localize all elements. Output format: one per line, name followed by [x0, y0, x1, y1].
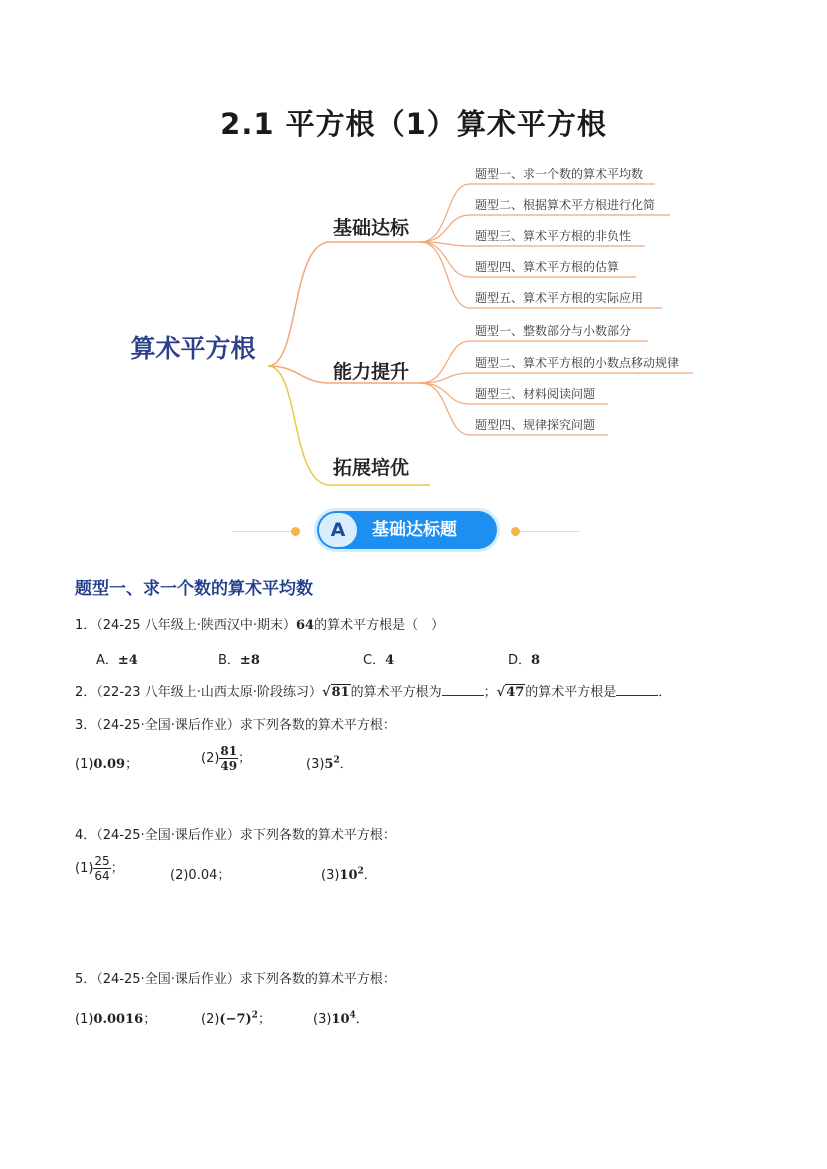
numerator: 25 — [94, 854, 110, 868]
mindmap-connectors — [0, 0, 827, 500]
banner-divider-left — [232, 531, 292, 532]
q4-part-3 — [321, 864, 377, 883]
math-exponent: 2 — [251, 1010, 258, 1021]
option-value: 8 — [531, 653, 541, 668]
mindmap-leaf: 题型一、整数部分与小数部分 — [475, 324, 632, 338]
separator: ； — [483, 685, 497, 700]
option-d[interactable] — [508, 649, 540, 668]
part-label: (1) — [75, 1012, 94, 1027]
answer-blank[interactable] — [616, 683, 658, 696]
part-label: (2) — [170, 868, 189, 883]
mindmap-leaf: 题型四、规律探究问题 — [475, 418, 596, 432]
part-label: (3) — [313, 1012, 332, 1027]
mindmap-root: 算术平方根 — [130, 334, 256, 363]
mindmap-branch-ability: 能力提升 — [333, 361, 410, 383]
denominator: 64 — [94, 869, 110, 883]
fraction — [93, 854, 110, 883]
part-label: (2) — [201, 1012, 220, 1027]
math-value: 64 — [295, 618, 315, 633]
option-c[interactable] — [363, 649, 394, 668]
part-label: (3) — [321, 868, 340, 883]
q5-part-2 — [201, 1008, 271, 1027]
q3-part-3 — [306, 753, 353, 772]
q4-part-1 — [75, 854, 124, 883]
page-title: 2.1 平方根（1）算术平方根 — [220, 107, 607, 141]
question-number: 5． — [75, 972, 97, 987]
question-text: 的算术平方根是 — [525, 685, 617, 700]
punctuation: ． — [355, 1012, 369, 1027]
mindmap-leaf: 题型五、算术平方根的实际应用 — [475, 291, 644, 305]
punctuation: ； — [257, 1012, 271, 1027]
question-source: （24-25 八年级上·陕西汉中·期末） — [96, 618, 296, 633]
mindmap-leaf: 题型二、算术平方根的小数点移动规律 — [475, 356, 680, 370]
part-label: (1) — [75, 757, 94, 772]
question-5 — [75, 968, 396, 987]
option-letter: B． — [218, 653, 240, 668]
punctuation: ． — [339, 757, 353, 772]
q3-part-1 — [75, 753, 138, 772]
mindmap-leaf: 题型一、求一个数的算术平均数 — [475, 167, 644, 181]
banner-divider-right — [520, 531, 580, 532]
math-base: 10 — [331, 1012, 350, 1027]
fraction — [219, 744, 238, 773]
punctuation: ； — [125, 757, 139, 772]
denominator: 49 — [220, 759, 238, 773]
banner-dot-right — [511, 527, 520, 536]
option-value: ±4 — [117, 653, 138, 668]
question-source: （24-25·全国·课后作业） — [96, 718, 240, 733]
math-base: 5 — [324, 757, 334, 772]
punctuation: ； — [238, 751, 252, 766]
question-source: （22-23 八年级上·山西太原·阶段练习） — [96, 685, 322, 700]
punctuation: ． — [363, 868, 377, 883]
punctuation: ； — [110, 861, 124, 876]
sqrt-expression: √47 — [496, 685, 525, 700]
banner-text: 基础达标题 — [372, 520, 457, 540]
mindmap-branch-basic: 基础达标 — [333, 217, 410, 239]
question-stem: 的算术平方根是（ ） — [314, 618, 445, 633]
option-letter: A． — [96, 653, 118, 668]
banner-dot-left — [291, 527, 300, 536]
punctuation: ； — [217, 868, 231, 883]
answer-blank[interactable] — [442, 683, 484, 696]
question-2 — [75, 681, 671, 700]
math-value: 0.09 — [93, 757, 126, 772]
math-value: 0.0016 — [93, 1012, 144, 1027]
question-1 — [75, 614, 444, 633]
question-source: （24-25·全国·课后作业） — [96, 828, 240, 843]
math-exponent: 2 — [357, 866, 364, 877]
part-label: (2) — [201, 751, 220, 766]
question-3 — [75, 714, 396, 733]
mindmap-leaf: 题型三、算术平方根的非负性 — [475, 229, 632, 243]
q3-part-2 — [201, 744, 251, 773]
q4-part-2 — [170, 864, 230, 883]
section-banner — [317, 511, 497, 549]
question-number: 4． — [75, 828, 97, 843]
sqrt-expression: √81 — [321, 685, 350, 700]
question-number: 3． — [75, 718, 97, 733]
math-value: 0.04 — [188, 868, 218, 883]
punctuation: ． — [658, 685, 672, 700]
question-stem: 求下列各数的算术平方根： — [239, 828, 396, 843]
math-exponent: 4 — [349, 1010, 356, 1021]
punctuation: ； — [143, 1012, 157, 1027]
question-stem: 求下列各数的算术平方根： — [239, 972, 396, 987]
option-b[interactable] — [218, 649, 260, 668]
option-value: ±8 — [239, 653, 260, 668]
option-letter: D． — [508, 653, 532, 668]
math-exponent: 2 — [333, 755, 340, 766]
question-4 — [75, 824, 396, 843]
banner-badge: A — [319, 513, 357, 547]
question-number: 2． — [75, 685, 97, 700]
radicand: 81 — [331, 685, 350, 700]
math-value: (−7) — [219, 1012, 252, 1027]
mindmap-leaf: 题型三、材料阅读问题 — [475, 387, 596, 401]
numerator: 81 — [220, 744, 238, 758]
mindmap-leaf: 题型四、算术平方根的估算 — [475, 260, 620, 274]
part-label: (3) — [306, 757, 325, 772]
option-value: 4 — [385, 653, 395, 668]
q5-part-1 — [75, 1008, 156, 1027]
mindmap-branch-extension: 拓展培优 — [333, 457, 410, 479]
option-letter: C． — [363, 653, 386, 668]
mindmap-leaf: 题型二、根据算术平方根进行化简 — [475, 198, 656, 212]
question-stem: 求下列各数的算术平方根： — [239, 718, 396, 733]
section-title: 题型一、求一个数的算术平均数 — [75, 579, 313, 599]
question-text: 的算术平方根为 — [350, 685, 442, 700]
q5-part-3 — [313, 1008, 369, 1027]
radicand: 47 — [506, 685, 525, 700]
question-number: 1． — [75, 618, 97, 633]
math-base: 10 — [339, 868, 358, 883]
question-source: （24-25·全国·课后作业） — [96, 972, 240, 987]
part-label: (1) — [75, 861, 94, 876]
option-a[interactable] — [96, 649, 138, 668]
